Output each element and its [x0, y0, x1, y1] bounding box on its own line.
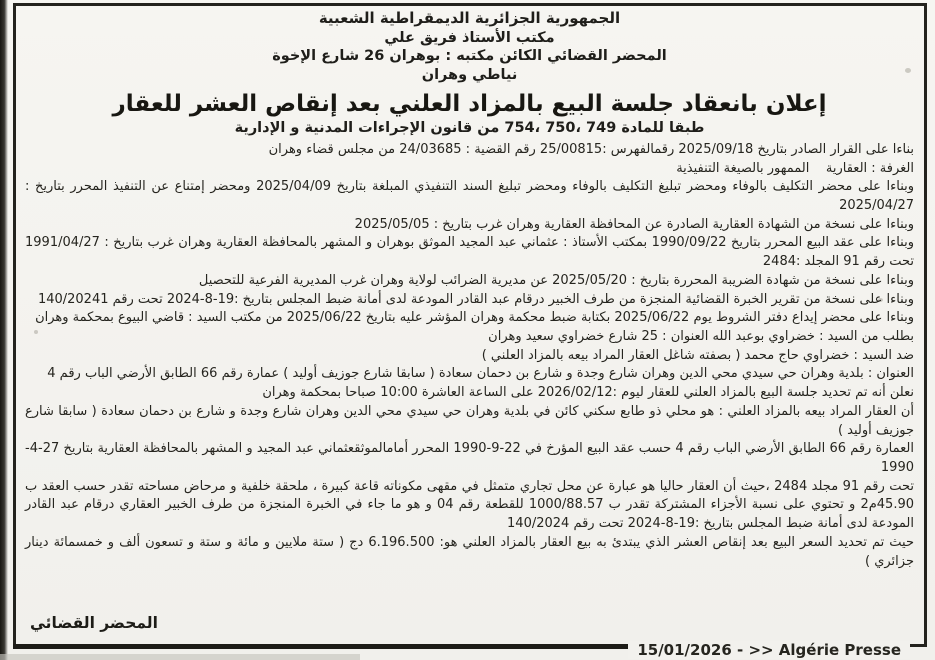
bailiff-signature-label: المحضر القضائي [30, 614, 158, 632]
body-paragraph: وبناءا على نسخة من شهادة الضريبة المحررة بتاريخ : 2025/05/20 عن مديرية الضرائب لولاية وهران غرب المديرية الفرعية للتحصيل [198, 272, 914, 288]
body-paragraph: وبناءا على نسخة من تقرير الخبرة القضائية المنجزة من طرف الخبير درقام عبد القادر المودعة لدى أمانة ضبط المجلس بتاريخ :19-8-2024 تحت رقم 140/20241 [37, 291, 914, 307]
body-paragraph: وبناءا على نسخة من الشهادة العقارية الصادرة عن المحافظة العقارية وهران غرب بتاريخ : 2025/05/05 [354, 216, 914, 232]
footer-rule [13, 644, 628, 649]
body-paragraph: تحت رقم 91 مجلد 2484 ،حيث أن العقار حاليا هو عبارة عن محل تجاري متمثل في مقهى مكوناته قاعة كبيرة ، ملحقة خلفية و مرحاض مساحته تقدر حسب العقد ب 45.90م2 و تحتوي على نسبة الأجزاء المشتركة تقدر ب 1000/88.57 للقطعة رقم 04 و هو ما جاء في الخبرة المنجزة من طرف الخبير العقاري درقام عبد القادر المودعة لدى أمانة ضبط المجلس بتاريخ :19-8-2024 تحت رقم 140/2024 [25, 478, 915, 532]
press-date-source: 15/01/2026 - >> Algérie Presse [628, 641, 910, 659]
press-footer [13, 636, 927, 659]
body-paragraph: بطلب من السيد : خضراوي بوعبد الله العنوان : 25 شارع خضراوي سعيد وهران [488, 328, 914, 344]
bailiff-address-line: المحضر القضائي الكائن مكتبه : بوهران 26 شارع الإخوة [272, 48, 667, 65]
body-paragraph: نعلن أنه تم تحديد جلسة البيع بالمزاد العلني للعقار ليوم :2026/02/12 على الساعة العاشرة 10:00 صباحا بمحكمة وهران [262, 385, 914, 401]
body-paragraph: حيث تم تحديد السعر البيع بعد إنقاص العشر الذي يبتدئ به بيع العقار بالمزاد العلني هو: 6.196.500 دج ( ستة ملايين و مائة و ستة و تسعون ألف و خمسمائة دينار جزائري ) [25, 534, 914, 569]
body-paragraph: ضد السيد : خضراوي حاج محمد ( بصفته شاغل العقار المراد بيعه بالمزاد العلني ) [481, 347, 914, 363]
body-paragraph: الغرفة : العقارية الممهور بالصيغة التنفيذية [676, 160, 914, 176]
body-paragraph: أن العقار المراد بيعه بالمزاد العلني : هو محلي ذو طابع سكني كائن في بلدية وهران حي سيدي محي الدين وهران شارع وجدة و شارع بن دحمان سعادة ( سابقا شارع جوزيف أوليد ) [25, 403, 914, 438]
scan-left-edge-artifact [0, 0, 8, 660]
notice-title: إعلان بانعقاد جلسة البيع بالمزاد العلني بعد إنقاص العشر للعقار [112, 91, 827, 118]
body-paragraph: وبناءا على عقد البيع المحرر بتاريخ 1990/09/22 بمكتب الأستاذ : عثماني عبد المجيد الموثق بوهران و المشهر بالمحافظة العقارية وهران غرب بتاريخ : 1991/04/27 تحت رقم 91 المجلد :2484 [25, 235, 914, 270]
notice-body [25, 141, 914, 572]
body-paragraph: العنوان : بلدية وهران حي سيدي محي الدين وهران شارع وجدة و شارع بن دحمان سعادة ( سابقا شارع جوزيف أوليد ) عمارة رقم 66 الطابق الأرضي الباب رقم 4 [47, 366, 914, 382]
body-paragraph: وبناءا على محضر إيداع دفتر الشروط يوم 2025/06/22 بكتابة ضبط محكمة وهران المؤشر عليه بتاريخ 2025/06/22 من مكتب السيد : قاضي البيوع بمحكمة وهران [35, 310, 914, 326]
body-paragraph: العمارة رقم 66 الطابق الأرضي الباب رقم 4 حسب عقد البيع المؤرخ في 22-9-1990 المحرر أمامالموثقعثماني عبد المجيد و المشهر بالمحافظة العقارية بتاريخ 27-4-1990 [25, 441, 914, 475]
legal-basis-subtitle: طبقا للمادة 749 ،750 ،754 من قانون الإجراءات المدنية و الإدارية [234, 119, 705, 136]
office-line: مكتب الأستاذ فريق علي [384, 29, 555, 46]
notice-header [25, 9, 914, 85]
body-paragraph: بناءا على القرار الصادر بتاريخ 2025/09/18 رقمالفهرس :25/00815 رقم القضية : 24/03685 من مجلس قضاء وهران [268, 141, 914, 157]
notice-content [25, 9, 914, 571]
body-paragraph: وبناءا على محضر التكليف بالوفاء ومحضر تبليغ التكليف بالوفاء ومحضر تبليغ السند التنفيذي المبلغة بتاريخ 2025/04/09 ومحضر إمتناع عن التنفيذ المحرر بتاريخ : 2025/04/27 [25, 179, 915, 213]
republic-title: الجمهورية الجزائرية الديمقراطية الشعبية [318, 9, 621, 27]
bailiff-address-line2: نياطي وهران [421, 67, 518, 84]
